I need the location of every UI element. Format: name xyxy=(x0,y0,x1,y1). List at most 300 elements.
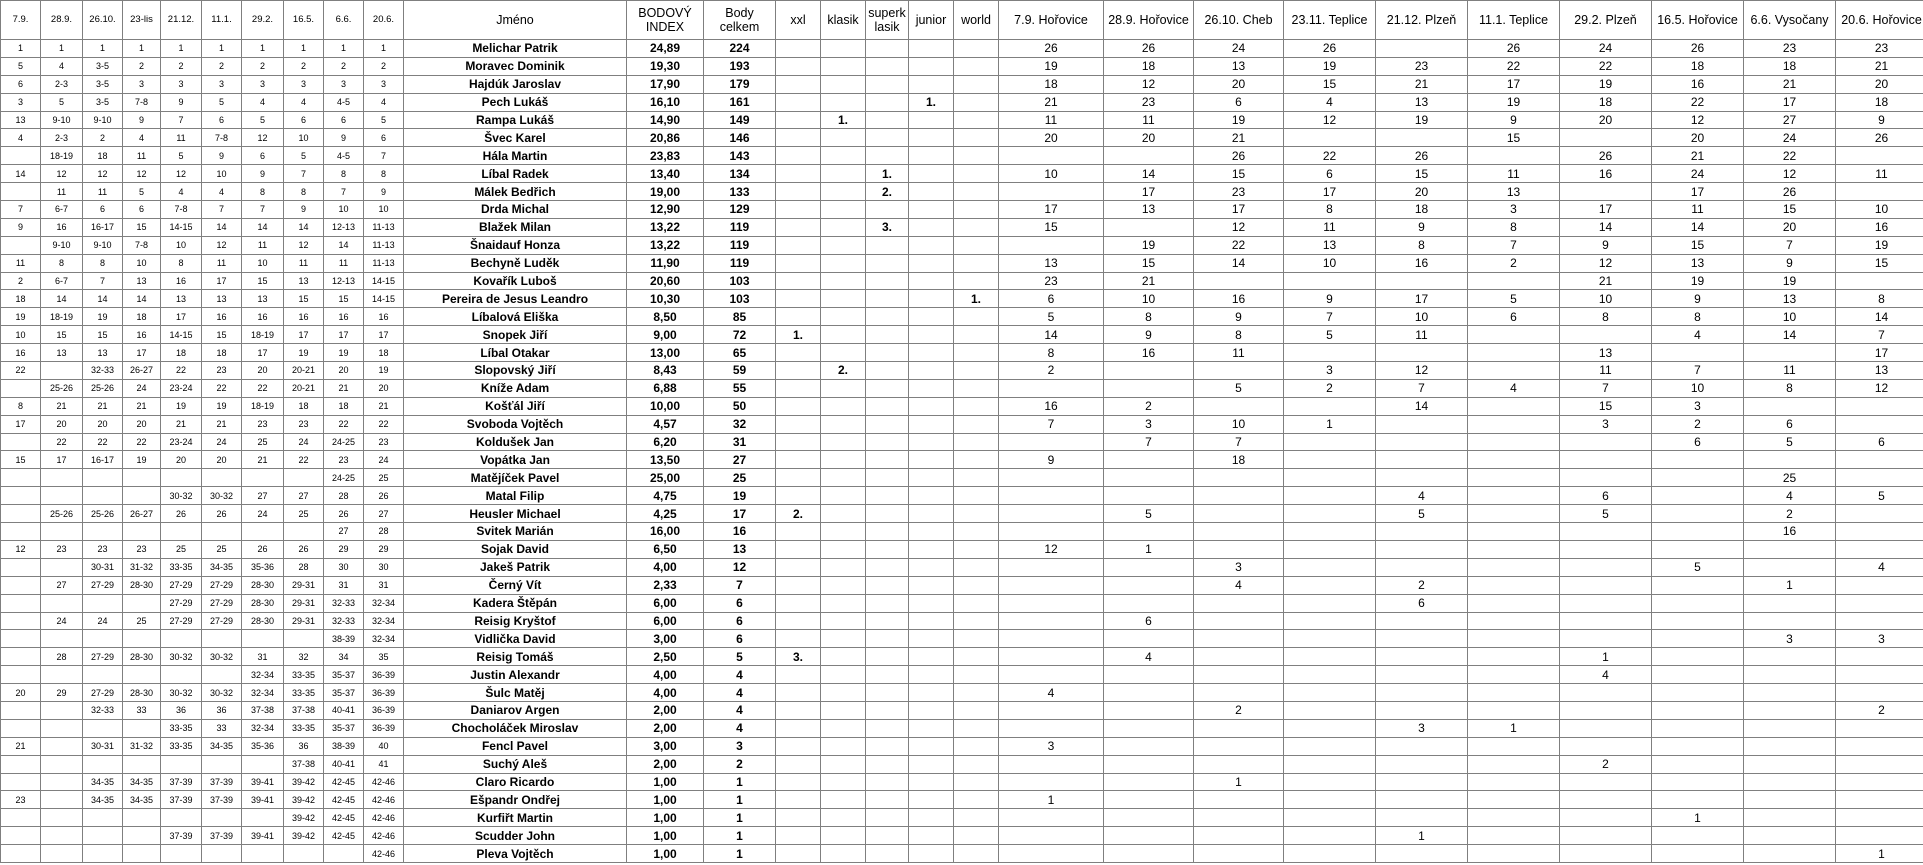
history-rank-cell: 28-30 xyxy=(123,684,161,702)
race-points-cell: 6 xyxy=(1836,433,1923,451)
history-rank-cell xyxy=(242,630,284,648)
race-points-cell xyxy=(1284,719,1376,737)
race-points-cell: 5 xyxy=(1560,505,1652,523)
points-index: 1,00 xyxy=(627,773,704,791)
history-rank-cell: 23 xyxy=(364,433,404,451)
history-rank-cell xyxy=(83,809,123,827)
category-placement-cell xyxy=(776,129,821,147)
race-points-cell xyxy=(1376,648,1468,666)
history-rank-cell: 21 xyxy=(202,415,242,433)
history-rank-cell xyxy=(83,594,123,612)
category-placement-cell xyxy=(866,362,909,380)
race-points-cell xyxy=(1376,129,1468,147)
category-placement-cell xyxy=(776,594,821,612)
category-placement-cell xyxy=(821,254,866,272)
race-points-cell xyxy=(1836,415,1923,433)
history-rank-cell: 28-30 xyxy=(242,594,284,612)
points-index: 11,90 xyxy=(627,254,704,272)
history-rank-cell: 19 xyxy=(202,397,242,415)
points-index: 4,00 xyxy=(627,666,704,684)
race-points-cell: 18 xyxy=(1744,57,1836,75)
race-points-cell: 11 xyxy=(999,111,1104,129)
category-placement-cell xyxy=(866,505,909,523)
history-rank-cell: 25-26 xyxy=(83,505,123,523)
race-points-cell xyxy=(1836,737,1923,755)
category-placement-cell xyxy=(909,755,954,773)
player-name: Černý Vít xyxy=(404,576,627,594)
race-points-cell: 13 xyxy=(1468,183,1560,201)
category-placement-cell xyxy=(909,344,954,362)
history-rank-cell: 17 xyxy=(41,451,83,469)
player-name: Švec Karel xyxy=(404,129,627,147)
race-points-cell: 21 xyxy=(1376,75,1468,93)
race-points-cell xyxy=(1744,558,1836,576)
history-rank-cell xyxy=(284,845,324,863)
points-index: 14,90 xyxy=(627,111,704,129)
player-name: Reisig Kryštof xyxy=(404,612,627,630)
race-points-cell: 9 xyxy=(1104,326,1194,344)
history-rank-cell: 9-10 xyxy=(41,111,83,129)
race-points-cell: 26 xyxy=(1836,129,1923,147)
history-rank-cell: 37-39 xyxy=(202,827,242,845)
history-rank-cell: 16 xyxy=(242,308,284,326)
race-points-cell: 12 xyxy=(1284,111,1376,129)
race-points-cell xyxy=(1468,362,1560,380)
race-points-cell xyxy=(999,755,1104,773)
points-total: 1 xyxy=(704,791,776,809)
history-rank-cell xyxy=(161,630,202,648)
race-points-cell: 9 xyxy=(1652,290,1744,308)
race-points-cell: 8 xyxy=(1560,308,1652,326)
history-rank-cell: 1 xyxy=(324,40,364,58)
race-points-cell xyxy=(1744,737,1836,755)
category-placement-cell xyxy=(909,75,954,93)
player-name: Svoboda Vojtěch xyxy=(404,415,627,433)
race-points-cell: 23 xyxy=(1744,40,1836,58)
race-points-cell xyxy=(1744,397,1836,415)
history-rank-cell: 15 xyxy=(242,272,284,290)
category-placement-cell: 3. xyxy=(866,218,909,236)
history-rank-cell: 40-41 xyxy=(324,755,364,773)
history-rank-cell: 13 xyxy=(161,290,202,308)
table-row xyxy=(1,362,1923,380)
category-placement-cell xyxy=(821,648,866,666)
history-rank-cell: 25 xyxy=(123,612,161,630)
race-points-cell: 11 xyxy=(1560,362,1652,380)
history-rank-cell xyxy=(202,809,242,827)
race-points-cell xyxy=(1468,612,1560,630)
category-placement-cell xyxy=(954,773,999,791)
history-rank-cell: 2 xyxy=(1,272,41,290)
category-placement-cell xyxy=(866,290,909,308)
history-rank-cell: 30-31 xyxy=(83,737,123,755)
race-points-cell: 14 xyxy=(999,326,1104,344)
history-rank-cell xyxy=(242,809,284,827)
history-rank-cell: 9-10 xyxy=(41,236,83,254)
category-placement-cell xyxy=(821,719,866,737)
race-points-cell: 19 xyxy=(1284,57,1376,75)
race-points-cell xyxy=(1468,147,1560,165)
race-points-cell: 2 xyxy=(1652,415,1744,433)
history-rank-cell: 27-29 xyxy=(83,576,123,594)
category-placement-cell xyxy=(866,523,909,541)
category-placement-cell xyxy=(821,236,866,254)
history-rank-cell xyxy=(123,719,161,737)
table-row xyxy=(1,93,1923,111)
race-points-cell xyxy=(1376,451,1468,469)
race-points-cell: 6 xyxy=(1284,165,1376,183)
history-rank-cell: 10 xyxy=(364,201,404,219)
player-name: Šulc Matěj xyxy=(404,684,627,702)
race-points-cell: 23 xyxy=(1104,93,1194,111)
history-rank-cell: 22 xyxy=(364,415,404,433)
history-rank-cell xyxy=(202,666,242,684)
race-points-cell: 23 xyxy=(999,272,1104,290)
history-rank-cell xyxy=(123,630,161,648)
category-placement-cell xyxy=(866,344,909,362)
history-rank-cell: 12 xyxy=(123,165,161,183)
history-rank-cell: 2 xyxy=(284,57,324,75)
points-total: 32 xyxy=(704,415,776,433)
points-total: 143 xyxy=(704,147,776,165)
history-rank-cell: 3-5 xyxy=(83,57,123,75)
history-rank-cell: 27 xyxy=(242,487,284,505)
race-points-cell: 15 xyxy=(1560,397,1652,415)
race-points-cell: 9 xyxy=(1194,308,1284,326)
history-rank-cell xyxy=(161,666,202,684)
race-points-cell xyxy=(1560,845,1652,863)
category-placement-cell xyxy=(909,433,954,451)
race-points-cell xyxy=(1560,630,1652,648)
history-rank-cell xyxy=(1,433,41,451)
race-points-cell: 11 xyxy=(1652,201,1744,219)
header-category: klasik xyxy=(821,1,866,40)
history-rank-cell: 31-32 xyxy=(123,737,161,755)
race-points-cell: 8 xyxy=(1194,326,1284,344)
race-points-cell: 17 xyxy=(1560,201,1652,219)
history-rank-cell: 20 xyxy=(242,362,284,380)
player-name: Rampa Lukáš xyxy=(404,111,627,129)
history-rank-cell xyxy=(324,845,364,863)
history-rank-cell: 17 xyxy=(242,344,284,362)
points-total: 1 xyxy=(704,809,776,827)
history-rank-cell xyxy=(123,845,161,863)
race-points-cell xyxy=(1104,773,1194,791)
race-points-cell: 7 xyxy=(1468,236,1560,254)
category-placement-cell: 1. xyxy=(821,111,866,129)
race-points-cell: 19 xyxy=(999,57,1104,75)
category-placement-cell xyxy=(866,40,909,58)
category-placement-cell xyxy=(866,809,909,827)
history-rank-cell: 30-32 xyxy=(161,487,202,505)
points-index: 1,00 xyxy=(627,809,704,827)
race-points-cell: 4 xyxy=(1104,648,1194,666)
points-index: 24,89 xyxy=(627,40,704,58)
category-placement-cell xyxy=(821,666,866,684)
history-rank-cell: 4 xyxy=(161,183,202,201)
category-placement-cell xyxy=(776,773,821,791)
race-points-cell: 23 xyxy=(1836,40,1923,58)
table-row xyxy=(1,845,1923,863)
race-points-cell xyxy=(1284,737,1376,755)
history-rank-cell: 14 xyxy=(202,218,242,236)
points-index: 4,75 xyxy=(627,487,704,505)
race-points-cell xyxy=(1468,469,1560,487)
race-points-cell xyxy=(1104,594,1194,612)
category-placement-cell xyxy=(866,540,909,558)
history-rank-cell: 7 xyxy=(242,201,284,219)
points-index: 23,83 xyxy=(627,147,704,165)
race-points-cell xyxy=(1194,272,1284,290)
history-rank-cell: 1 xyxy=(123,40,161,58)
history-rank-cell: 4 xyxy=(284,93,324,111)
race-points-cell xyxy=(1284,630,1376,648)
category-placement-cell xyxy=(909,523,954,541)
history-rank-cell: 30-32 xyxy=(202,487,242,505)
race-points-cell xyxy=(1376,612,1468,630)
race-points-cell: 16 xyxy=(1652,75,1744,93)
race-points-cell xyxy=(1194,630,1284,648)
race-points-cell xyxy=(1836,523,1923,541)
history-rank-cell: 11-13 xyxy=(364,236,404,254)
race-points-cell xyxy=(1376,630,1468,648)
race-points-cell: 18 xyxy=(999,75,1104,93)
history-rank-cell: 16 xyxy=(41,218,83,236)
race-points-cell xyxy=(1560,791,1652,809)
points-total: 19 xyxy=(704,487,776,505)
history-rank-cell xyxy=(1,558,41,576)
race-points-cell xyxy=(1560,433,1652,451)
player-name: Jakeš Patrik xyxy=(404,558,627,576)
race-points-cell xyxy=(1652,576,1744,594)
race-points-cell xyxy=(1468,701,1560,719)
category-placement-cell xyxy=(909,612,954,630)
race-points-cell: 12 xyxy=(1836,379,1923,397)
history-rank-cell xyxy=(41,755,83,773)
history-rank-cell xyxy=(1,147,41,165)
race-points-cell xyxy=(1836,755,1923,773)
race-points-cell: 3 xyxy=(999,737,1104,755)
points-index: 6,20 xyxy=(627,433,704,451)
race-points-cell: 19 xyxy=(1468,93,1560,111)
race-points-cell: 26 xyxy=(1652,40,1744,58)
race-points-cell xyxy=(1284,469,1376,487)
category-placement-cell xyxy=(954,594,999,612)
history-rank-cell: 28-30 xyxy=(123,648,161,666)
race-points-cell: 22 xyxy=(1284,147,1376,165)
history-rank-cell: 42-45 xyxy=(324,809,364,827)
history-rank-cell: 39-41 xyxy=(242,791,284,809)
race-points-cell: 1 xyxy=(1560,648,1652,666)
category-placement-cell: 2. xyxy=(776,505,821,523)
race-points-cell xyxy=(1194,737,1284,755)
category-placement-cell: 1. xyxy=(909,93,954,111)
category-placement-cell xyxy=(909,469,954,487)
history-rank-cell: 3 xyxy=(161,75,202,93)
history-rank-cell: 28 xyxy=(284,558,324,576)
table-row xyxy=(1,201,1923,219)
header-history-date: 29.2. xyxy=(242,1,284,40)
history-rank-cell: 26-27 xyxy=(123,505,161,523)
category-placement-cell xyxy=(909,183,954,201)
history-rank-cell: 2 xyxy=(242,57,284,75)
history-rank-cell: 28-30 xyxy=(242,612,284,630)
history-rank-cell: 35-37 xyxy=(324,684,364,702)
points-index: 17,90 xyxy=(627,75,704,93)
category-placement-cell xyxy=(866,308,909,326)
history-rank-cell xyxy=(161,469,202,487)
history-rank-cell xyxy=(41,719,83,737)
race-points-cell: 12 xyxy=(1376,362,1468,380)
race-points-cell xyxy=(1194,505,1284,523)
history-rank-cell: 30-32 xyxy=(202,684,242,702)
history-rank-cell: 14-15 xyxy=(161,326,202,344)
history-rank-cell: 13 xyxy=(41,344,83,362)
race-points-cell: 13 xyxy=(1104,201,1194,219)
table-row xyxy=(1,719,1923,737)
history-rank-cell: 6 xyxy=(242,147,284,165)
history-rank-cell: 42-45 xyxy=(324,773,364,791)
race-points-cell xyxy=(1284,773,1376,791)
history-rank-cell: 3 xyxy=(242,75,284,93)
history-rank-cell: 36 xyxy=(202,701,242,719)
category-placement-cell xyxy=(909,111,954,129)
points-index: 6,00 xyxy=(627,612,704,630)
category-placement-cell xyxy=(776,57,821,75)
race-points-cell xyxy=(1836,791,1923,809)
category-placement-cell xyxy=(909,737,954,755)
category-placement-cell xyxy=(954,254,999,272)
race-points-cell: 8 xyxy=(1744,379,1836,397)
points-index: 12,90 xyxy=(627,201,704,219)
race-points-cell xyxy=(1376,755,1468,773)
history-rank-cell: 10 xyxy=(242,254,284,272)
history-rank-cell: 23 xyxy=(202,362,242,380)
category-placement-cell xyxy=(821,540,866,558)
history-rank-cell xyxy=(1,487,41,505)
table-row xyxy=(1,809,1923,827)
race-points-cell: 20 xyxy=(1652,129,1744,147)
race-points-cell: 8 xyxy=(1468,218,1560,236)
category-placement-cell xyxy=(866,147,909,165)
race-points-cell: 12 xyxy=(1652,111,1744,129)
history-rank-cell xyxy=(41,809,83,827)
race-points-cell xyxy=(1652,344,1744,362)
history-rank-cell xyxy=(1,666,41,684)
history-rank-cell xyxy=(41,845,83,863)
points-total: 149 xyxy=(704,111,776,129)
history-rank-cell: 35 xyxy=(364,648,404,666)
race-points-cell: 21 xyxy=(1744,75,1836,93)
history-rank-cell: 29-31 xyxy=(284,576,324,594)
race-points-cell xyxy=(1468,827,1560,845)
category-placement-cell xyxy=(776,433,821,451)
history-rank-cell xyxy=(83,666,123,684)
table-row xyxy=(1,183,1923,201)
history-rank-cell: 40-41 xyxy=(324,701,364,719)
table-row xyxy=(1,773,1923,791)
race-points-cell xyxy=(1376,540,1468,558)
history-rank-cell xyxy=(161,755,202,773)
header-history-date: 28.9. xyxy=(41,1,83,40)
race-points-cell: 22 xyxy=(1560,57,1652,75)
history-rank-cell: 26 xyxy=(284,540,324,558)
race-points-cell: 10 xyxy=(1104,290,1194,308)
race-points-cell: 12 xyxy=(1560,254,1652,272)
header-row xyxy=(1,1,1923,40)
history-rank-cell: 38-39 xyxy=(324,737,364,755)
history-rank-cell: 28 xyxy=(364,523,404,541)
history-rank-cell: 6 xyxy=(83,201,123,219)
history-rank-cell: 36-39 xyxy=(364,701,404,719)
history-rank-cell: 12-13 xyxy=(324,272,364,290)
race-points-cell xyxy=(1194,523,1284,541)
points-index: 13,22 xyxy=(627,218,704,236)
category-placement-cell xyxy=(866,719,909,737)
race-points-cell: 24 xyxy=(1560,40,1652,58)
race-points-cell: 11 xyxy=(1194,344,1284,362)
history-rank-cell: 16-17 xyxy=(83,451,123,469)
race-points-cell: 15 xyxy=(1836,254,1923,272)
race-points-cell: 17 xyxy=(1744,93,1836,111)
race-points-cell xyxy=(1836,684,1923,702)
race-points-cell xyxy=(1104,451,1194,469)
category-placement-cell xyxy=(821,129,866,147)
history-rank-cell: 16 xyxy=(324,308,364,326)
race-points-cell: 22 xyxy=(1652,93,1744,111)
category-placement-cell xyxy=(909,165,954,183)
history-rank-cell: 5 xyxy=(123,183,161,201)
table-row xyxy=(1,791,1923,809)
category-placement-cell xyxy=(954,827,999,845)
history-rank-cell xyxy=(284,523,324,541)
race-points-cell: 3 xyxy=(1194,558,1284,576)
category-placement-cell xyxy=(776,719,821,737)
race-points-cell: 18 xyxy=(1836,93,1923,111)
history-rank-cell: 33-35 xyxy=(284,666,324,684)
race-points-cell: 7 xyxy=(999,415,1104,433)
race-points-cell xyxy=(1104,737,1194,755)
history-rank-cell: 30 xyxy=(324,558,364,576)
race-points-cell xyxy=(1284,433,1376,451)
history-rank-cell: 21 xyxy=(161,415,202,433)
race-points-cell xyxy=(1468,487,1560,505)
category-placement-cell xyxy=(866,487,909,505)
points-total: 129 xyxy=(704,201,776,219)
table-row xyxy=(1,254,1923,272)
race-points-cell: 2 xyxy=(1376,576,1468,594)
points-index: 3,00 xyxy=(627,630,704,648)
category-placement-cell xyxy=(866,773,909,791)
table-row xyxy=(1,433,1923,451)
history-rank-cell: 22 xyxy=(161,362,202,380)
history-rank-cell: 11 xyxy=(161,129,202,147)
category-placement-cell xyxy=(909,57,954,75)
history-rank-cell xyxy=(83,630,123,648)
history-rank-cell: 5 xyxy=(364,111,404,129)
race-points-cell xyxy=(1194,809,1284,827)
category-placement-cell xyxy=(821,308,866,326)
category-placement-cell xyxy=(866,648,909,666)
category-placement-cell xyxy=(821,326,866,344)
race-points-cell: 16 xyxy=(1744,523,1836,541)
player-name: Koldušek Jan xyxy=(404,433,627,451)
category-placement-cell xyxy=(866,272,909,290)
race-points-cell xyxy=(1468,791,1560,809)
points-total: 146 xyxy=(704,129,776,147)
category-placement-cell xyxy=(776,75,821,93)
history-rank-cell: 14 xyxy=(41,290,83,308)
